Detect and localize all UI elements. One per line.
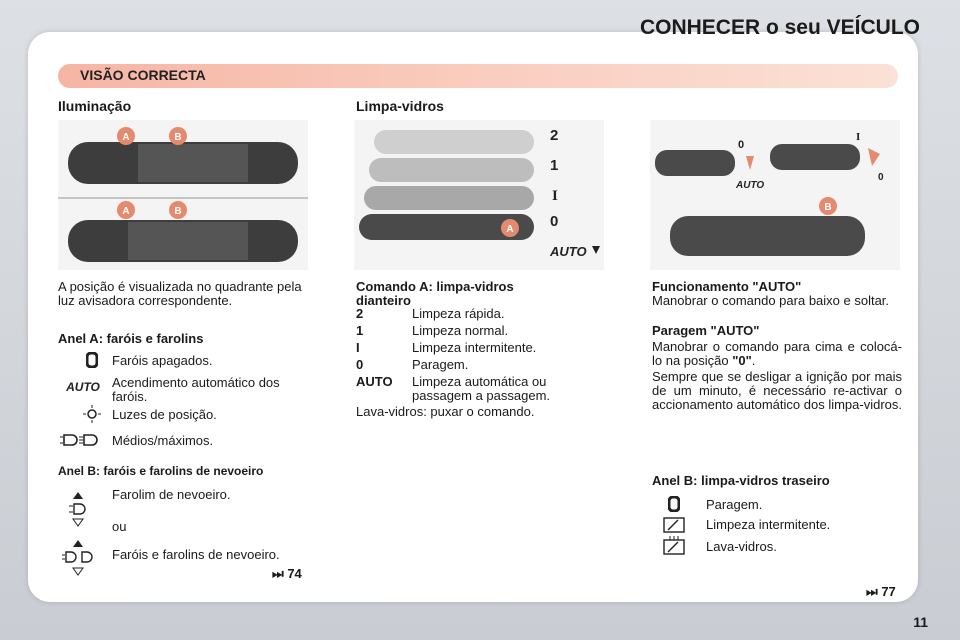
auto-stop-text-main: Manobrar o comando para cima e colocá-lo na posição [652, 339, 902, 368]
wiper-pos-i: I [552, 188, 558, 204]
rear-wiper-label-b: B [824, 202, 832, 213]
ring-b-title: Anel B: faróis e farolins de nevoeiro [58, 464, 264, 478]
page-ref-icon: ⏭ [866, 584, 878, 599]
front-rear-foglamps-icon [60, 538, 96, 578]
ring-a-item-4: Médios/máximos. [112, 433, 214, 448]
cmd-value-1: Limpeza normal. [412, 323, 509, 338]
rear-washer-icon [662, 536, 686, 556]
auto-stop-title: Paragem "AUTO" [652, 323, 760, 338]
auto-icon: AUTO [66, 380, 100, 394]
auto-stop-text [652, 340, 902, 368]
cmd-key-1: 1 [356, 323, 364, 338]
cmd-key-2: 2 [356, 306, 364, 321]
wipers-heading: Limpa-vidros [356, 98, 444, 114]
label-b-top: B [174, 132, 182, 143]
label-a-bottom: A [122, 206, 130, 217]
auto-diag-zero: 0 [738, 139, 745, 151]
wiper-pos-2: 2 [550, 127, 559, 144]
auto-stop-period: . [751, 353, 756, 368]
auto-diag-i: I [856, 131, 861, 143]
rear-item-1: Paragem. [706, 497, 763, 512]
cmd-key-i: I [356, 340, 360, 355]
ring-a-item-3: Luzes de posição. [112, 407, 217, 422]
ring-a-item-2: Acendimento automático dos faróis. [112, 375, 280, 404]
cmd-value-0: Paragem. [412, 357, 469, 372]
auto-diag-auto: AUTO [736, 180, 765, 191]
auto-diag-zero-b: 0 [878, 172, 884, 183]
cmd-value-i: Limpeza intermitente. [412, 340, 537, 355]
rear-item-2: Limpeza intermitente. [706, 517, 831, 532]
rear-wiper-off-icon [664, 496, 684, 512]
lighting-intro: A posição é visualizada no quadrante pela luz avisadora correspondente. [58, 279, 302, 308]
cmd-value-2: Limpeza rápida. [412, 306, 505, 321]
auto-stop-position: "0" [732, 353, 752, 368]
lighting-heading: Iluminação [58, 98, 132, 114]
lights-off-icon [82, 352, 102, 368]
washer-instruction: Lava-vidros: puxar o comando. [356, 404, 535, 419]
ring-a-item-1: Faróis apagados. [112, 353, 213, 368]
auto-operation-text: Manobrar o comando para baixo e soltar. [652, 293, 890, 308]
lighting-stalk-illustration [58, 120, 308, 270]
lighting-page-ref[interactable] [272, 566, 302, 582]
wipers-ref-number: 77 [881, 584, 896, 599]
page-title: CONHECER o seu VEÍCULO [639, 16, 920, 39]
lighting-ref-number: 74 [287, 566, 302, 581]
page-number: 11 [913, 614, 928, 630]
page-ref-icon: ⏭ [272, 566, 284, 581]
auto-operation-title: Funcionamento "AUTO" [652, 279, 802, 294]
label-a-top: A [122, 132, 130, 143]
wipers-page-ref[interactable] [866, 584, 896, 600]
ring-b-or: ou [112, 519, 127, 534]
section-banner [58, 64, 898, 88]
ring-b-item-2: Faróis e farolins de nevoeiro. [112, 547, 280, 562]
wiper-pos-1: 1 [550, 157, 559, 174]
wiper-pos-0: 0 [550, 213, 559, 230]
auto-reactivate-text: Sempre que se desligar a ignição por mais de um minuto, é necessário re-activar o accionamento automático dos limpa-vidros. [652, 369, 903, 412]
rear-wiper-intermittent-icon [662, 516, 686, 534]
auto-wiper-illustration [650, 120, 900, 270]
wiper-pos-auto: AUTO [550, 244, 587, 259]
label-b-bottom: B [174, 206, 182, 217]
dipped-main-beam-icon [60, 432, 100, 448]
cmd-value-auto: Limpeza automática ou passagem a passagem. [412, 374, 551, 403]
rear-item-3: Lava-vidros. [706, 539, 777, 554]
section-title: VISÃO CORRECTA [80, 67, 206, 83]
command-a-title: Comando A: limpa-vidros dianteiro [356, 279, 514, 308]
sidelights-icon [82, 405, 102, 423]
cmd-key-0: 0 [356, 357, 364, 372]
wiper-label-a: A [506, 224, 514, 235]
front-wiper-stalk-illustration [354, 120, 604, 270]
rear-foglamp-icon [66, 490, 90, 528]
cmd-key-auto: AUTO [356, 374, 393, 389]
ring-a-title: Anel A: faróis e farolins [58, 331, 204, 346]
rear-wiper-title: Anel B: limpa-vidros traseiro [652, 473, 830, 488]
ring-b-item-1: Farolim de nevoeiro. [112, 487, 231, 502]
